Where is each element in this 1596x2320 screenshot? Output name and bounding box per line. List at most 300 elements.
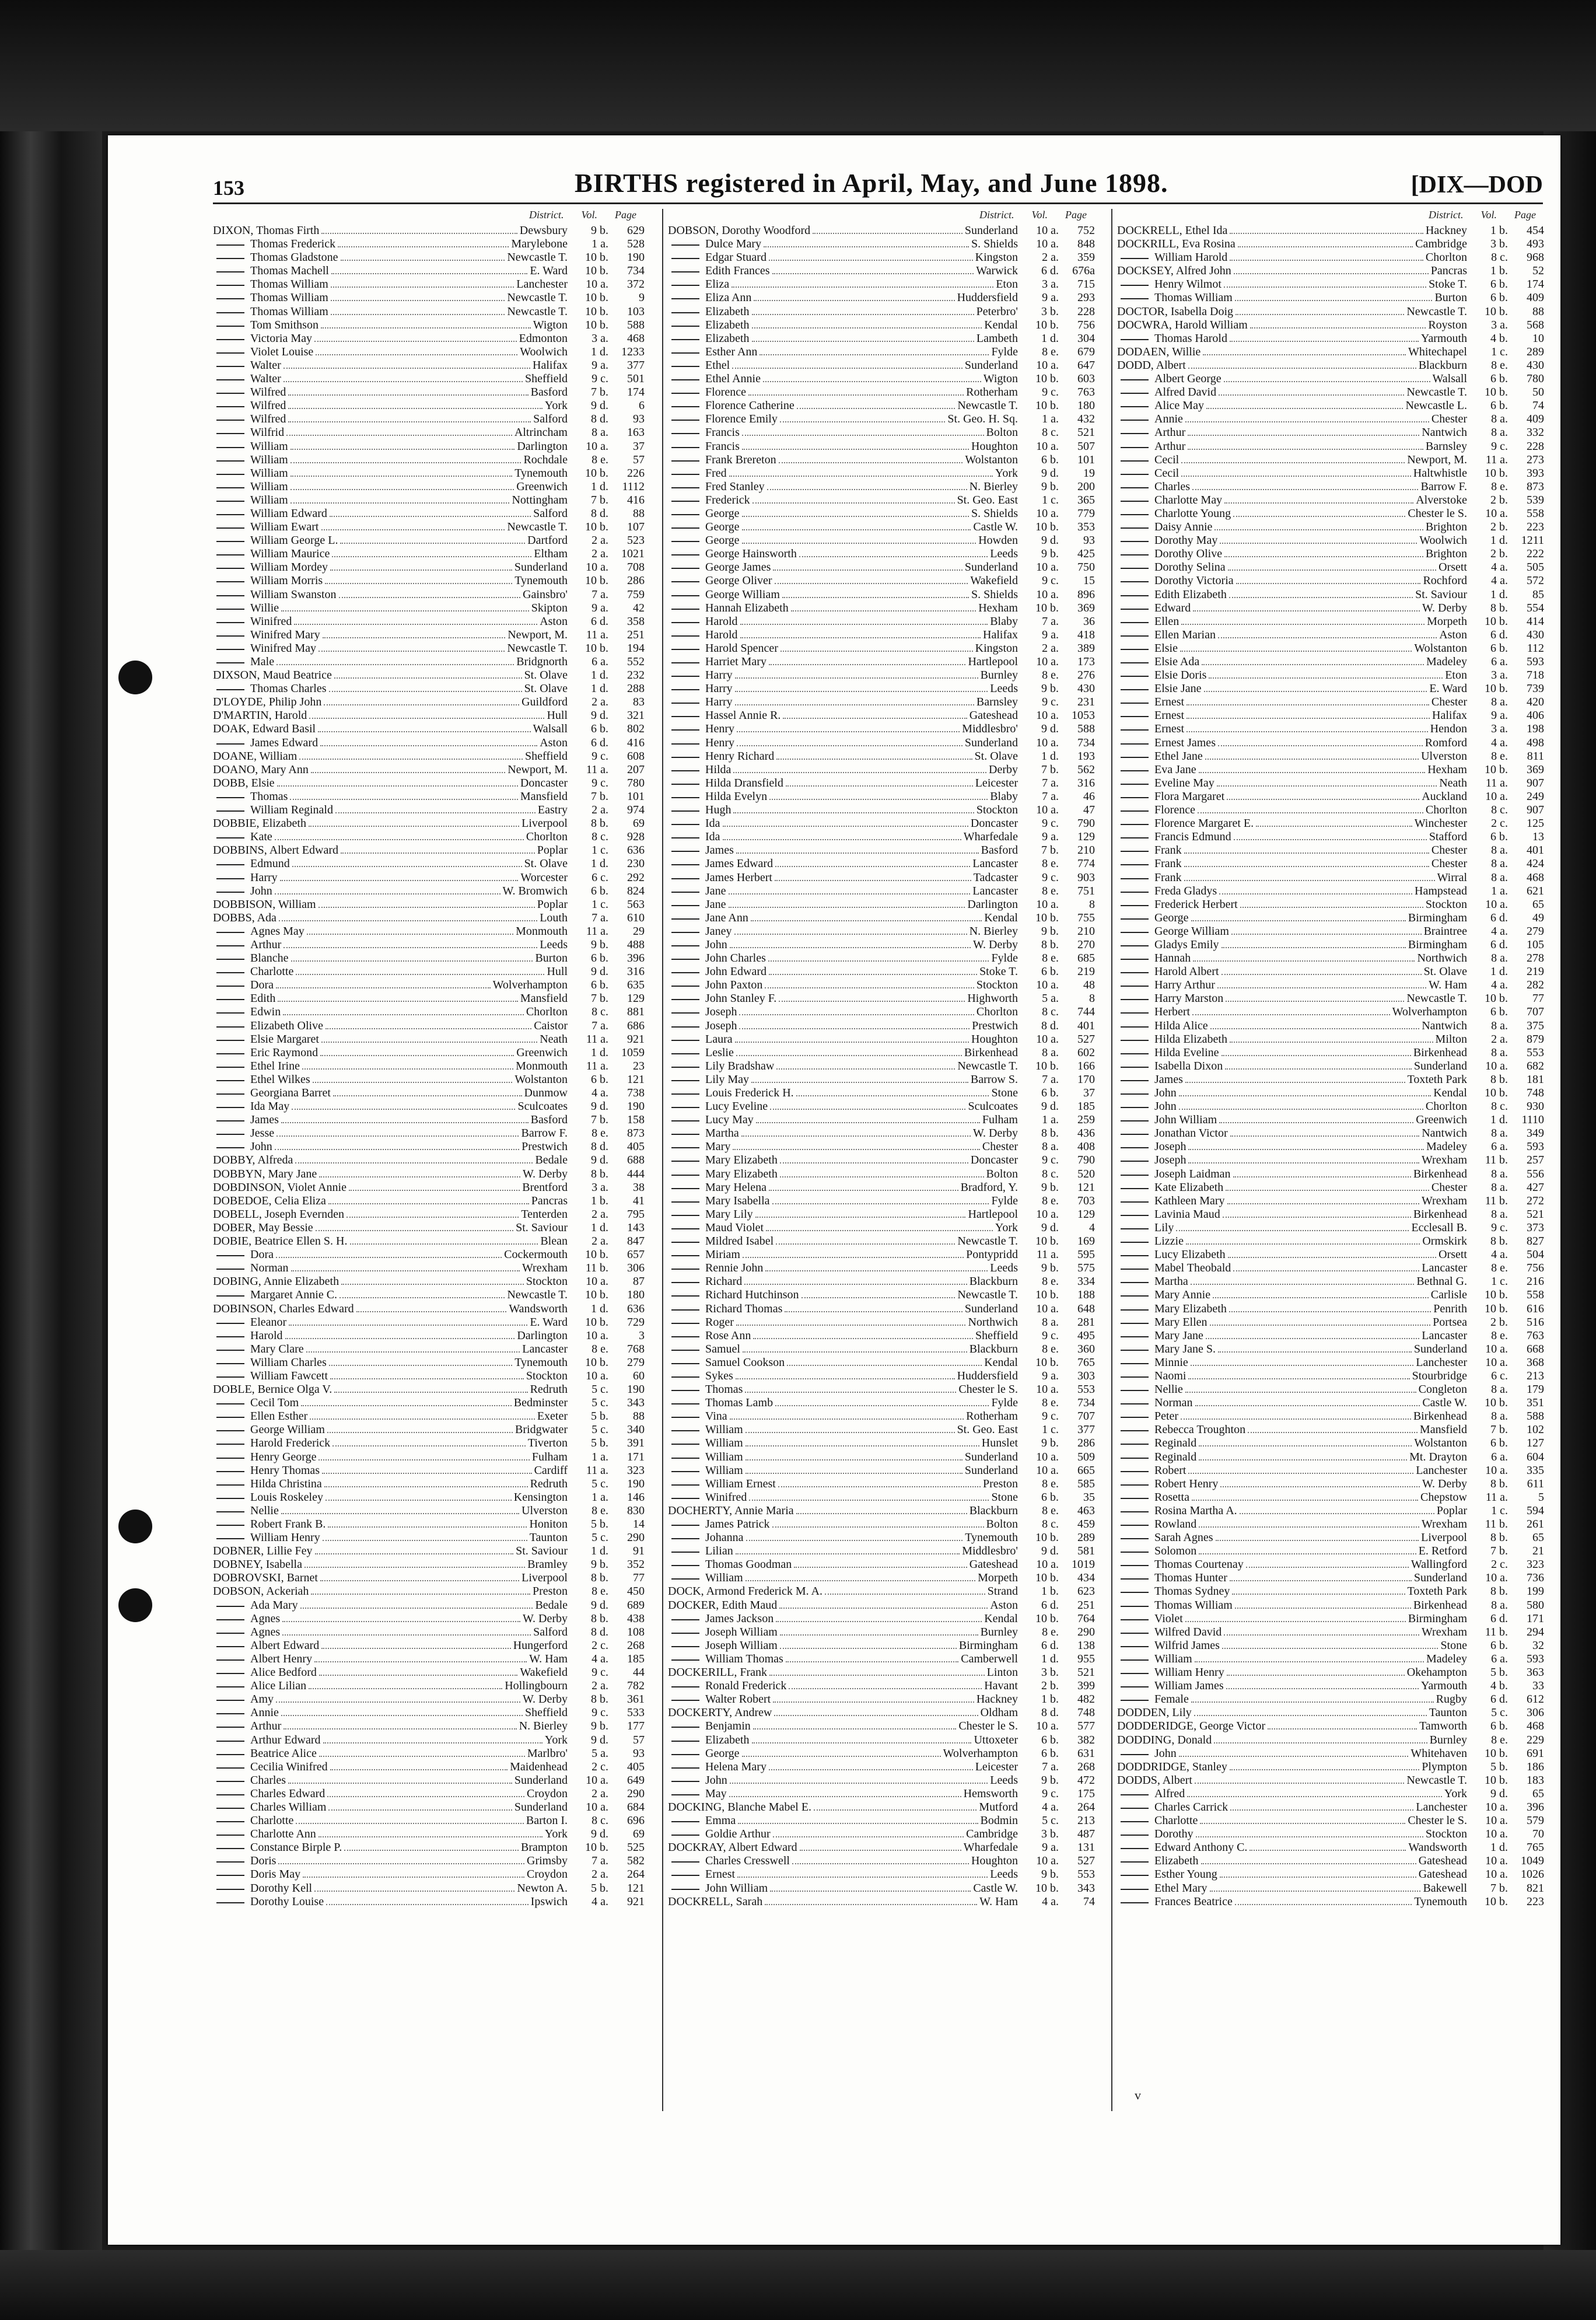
entry-volume: 2 a. [592, 696, 608, 709]
entry-page: 334 [1077, 1275, 1095, 1288]
leader-dots [752, 341, 974, 342]
entry-page: 93 [633, 1746, 645, 1760]
entry-name: Charles Carrick [1117, 1801, 1228, 1814]
index-entry [213, 763, 645, 777]
entry-district: Maidenhead [510, 1760, 568, 1773]
leader-dots [740, 624, 988, 625]
leader-dots [752, 314, 974, 315]
entry-page: 88 [633, 1410, 645, 1423]
entry-volume: 10 b. [1485, 763, 1508, 776]
leader-dots [1205, 759, 1419, 760]
entry-page: 77 [1532, 992, 1544, 1005]
entry-district: Fylde [991, 952, 1018, 965]
entry-page: 631 [1077, 1746, 1095, 1760]
entry-page: 408 [1077, 1140, 1095, 1154]
entry-district: Tiverton [527, 1437, 568, 1450]
leader-dots [753, 1728, 957, 1729]
entry-district: Hollingbourn [505, 1679, 568, 1693]
entry-page: 525 [627, 1841, 645, 1854]
entry-name: Ellen [1117, 615, 1179, 628]
entry-page: 83 [633, 696, 645, 709]
index-entry [1117, 372, 1544, 386]
entry-page: 375 [1527, 1019, 1544, 1032]
entry-page: 389 [1077, 641, 1095, 655]
entry-page: 696 [627, 1814, 645, 1828]
entry-volume: 10 a. [1036, 237, 1059, 251]
entry-page: 368 [1527, 1355, 1544, 1369]
entry-district: Braintree [1423, 924, 1467, 938]
entry-volume: 8 a. [1042, 1140, 1059, 1154]
index-entry [1117, 1491, 1544, 1504]
leader-dots [1206, 408, 1404, 409]
entry-page: 588 [627, 318, 645, 331]
entry-district: W. Derby [1422, 1477, 1467, 1490]
index-entry [1117, 1396, 1544, 1410]
entry-name: Edward Anthony C. [1117, 1841, 1247, 1854]
entry-name: DOBDINSON, Violet Annie [213, 1180, 346, 1194]
index-entry [1117, 1127, 1544, 1140]
leader-dots [276, 1135, 519, 1137]
entry-page: 399 [1077, 1679, 1095, 1693]
entry-district: Birkenhead [1413, 1046, 1467, 1059]
entry-volume: 9 c. [592, 1666, 608, 1679]
entry-volume: 1 d. [591, 857, 608, 871]
entry-name: Francis Edmund [1117, 830, 1231, 844]
entry-name: James [213, 1113, 279, 1127]
entry-name: Maud Violet [668, 1221, 764, 1235]
entry-district: N. Bierley [519, 1720, 568, 1733]
entry-district: Salford [533, 1625, 568, 1638]
entry-volume: 9 d. [591, 1733, 608, 1746]
leader-dots [296, 974, 544, 975]
entry-volume: 6 b. [1490, 372, 1508, 386]
index-entry [1117, 1410, 1544, 1423]
index-entry [213, 1747, 645, 1760]
leader-dots [314, 341, 517, 342]
entry-name: DOBSON, Dorothy Woodford [668, 224, 811, 237]
leader-dots [765, 1904, 977, 1905]
entry-district: St. Saviour [1415, 588, 1467, 601]
entry-district: Newcastle T. [957, 1288, 1018, 1302]
entry-page: 416 [627, 736, 645, 749]
index-entry [668, 278, 1095, 291]
entry-district: W. Ham [979, 1895, 1018, 1908]
entry-name: DODAEN, Willie [1117, 345, 1201, 358]
index-entry [1117, 1262, 1544, 1275]
entry-page: 35 [1083, 1490, 1095, 1504]
entry-volume: 9 b. [1041, 1868, 1059, 1881]
leader-dots [295, 1162, 533, 1164]
leader-dots [319, 1675, 517, 1676]
page-title: BIRTHS registered in April, May, and June 1898. [575, 168, 1168, 198]
entry-page: 527 [1077, 1854, 1095, 1868]
entry-page: 790 [1077, 817, 1095, 830]
entry-name: Robert Henry [1117, 1477, 1218, 1491]
entry-volume: 9 a. [592, 601, 608, 614]
entry-page: 432 [1077, 413, 1095, 426]
leader-dots [291, 960, 533, 962]
entry-volume: 9 d. [1041, 534, 1059, 547]
entry-name: George [668, 520, 740, 534]
entry-district: Chorlton [1425, 1100, 1467, 1113]
entry-page: 49 [1532, 911, 1544, 924]
index-entry [1117, 1451, 1544, 1464]
entry-name: DOCKRELL, Ethel Ida [1117, 224, 1228, 237]
entry-volume: 8 e. [1491, 749, 1508, 763]
entry-name: Walter Robert [668, 1693, 771, 1706]
leader-dots [1219, 1122, 1413, 1123]
leader-dots [1185, 1392, 1416, 1393]
entry-page: 602 [1077, 1046, 1095, 1059]
leader-dots [327, 1432, 513, 1433]
index-entry [213, 1100, 645, 1113]
entry-name: Annie [213, 1706, 279, 1720]
leader-dots [766, 1230, 993, 1231]
entry-district: Blaby [990, 789, 1018, 803]
entry-district: Hemsworth [963, 1787, 1018, 1800]
entry-district: Bridgwater [515, 1423, 568, 1437]
leader-dots [1184, 852, 1429, 854]
leader-dots [780, 1648, 957, 1649]
entry-name: Harry [213, 871, 278, 885]
index-entry [213, 345, 645, 359]
entry-page: 685 [1077, 952, 1095, 965]
entry-district: S. Shields [971, 237, 1018, 251]
entry-volume: 1 d. [1490, 588, 1508, 601]
index-entry [213, 952, 645, 965]
entry-district: Rotherham [966, 1410, 1018, 1423]
index-entry [668, 1491, 1095, 1504]
leader-dots [341, 852, 535, 854]
index-entry [213, 1774, 645, 1787]
index-entry [1117, 1626, 1544, 1639]
index-entry [1117, 1181, 1544, 1194]
entry-volume: 9 d. [1041, 1545, 1059, 1558]
entry-volume: 6 b. [1490, 830, 1508, 844]
entry-name: DOANO, Mary Ann [213, 763, 309, 776]
entry-page: 676a [1072, 264, 1095, 278]
entry-name: Thomas Harold [1117, 332, 1227, 345]
entry-name: Thomas William [213, 291, 328, 305]
entry-district: Leeds [990, 1868, 1018, 1881]
entry-page: 360 [1077, 1342, 1095, 1355]
entry-name: DIXON, Thomas Firth [213, 224, 320, 237]
entry-district: Tynemouth [514, 574, 568, 588]
entry-district: Newcastle T. [957, 399, 1018, 413]
entry-name: George [668, 507, 740, 520]
entry-volume: 1 c. [592, 897, 608, 911]
entry-name: Harry [668, 696, 733, 709]
entry-volume: 2 a. [592, 1235, 608, 1248]
entry-district: Tadcaster [973, 871, 1018, 884]
entry-name: John [668, 938, 727, 952]
index-entry [668, 1774, 1095, 1787]
entry-district: Dunmow [524, 1086, 568, 1099]
entry-district: Chester le S. [958, 1383, 1018, 1396]
index-entry [213, 1882, 645, 1895]
leader-dots [331, 286, 514, 288]
entry-district: Kingston [975, 641, 1018, 655]
entry-volume: 9 b. [1041, 924, 1059, 938]
entry-district: E. Ward [530, 264, 568, 278]
entry-name: Benjamin [668, 1720, 751, 1733]
leader-dots [278, 1863, 524, 1864]
entry-name: Eveline May [1117, 777, 1214, 790]
column-header [1117, 209, 1544, 224]
entry-district: Sunderland [964, 1302, 1018, 1315]
entry-page: 487 [1077, 1828, 1095, 1841]
entry-district: Kendal [1433, 1086, 1467, 1099]
index-entry [668, 1100, 1095, 1113]
entry-volume: 10 a. [1485, 1828, 1508, 1841]
entry-name: Wilfred [213, 386, 286, 399]
entry-volume: 10 a. [586, 278, 608, 291]
entry-name: William Morris [213, 574, 323, 588]
entry-district: Bodmin [980, 1814, 1018, 1828]
index-entry [213, 332, 645, 345]
entry-volume: 8 c. [1491, 251, 1508, 264]
index-entry [213, 1652, 645, 1666]
entry-district: York [544, 1828, 568, 1841]
leader-dots [281, 1122, 528, 1123]
leader-dots [331, 314, 505, 315]
entry-district: Leeds [990, 1773, 1018, 1787]
index-entry [668, 305, 1095, 319]
leader-dots [1187, 1796, 1442, 1797]
entry-district: Sculcoates [968, 1100, 1018, 1113]
entry-name: Thomas [668, 1383, 743, 1396]
entry-district: Lancaster [972, 884, 1018, 897]
index-entry [668, 1369, 1095, 1383]
entry-volume: 10 a. [586, 1275, 608, 1288]
entry-page: 257 [1527, 1154, 1544, 1167]
entry-page: 289 [1077, 1531, 1095, 1545]
entry-district: Cockermouth [504, 1248, 568, 1262]
entry-name: Henry Richard [668, 750, 774, 763]
entry-page: 70 [1532, 1828, 1544, 1841]
index-entry [213, 871, 645, 885]
entry-name: Ronald Frederick [668, 1679, 786, 1693]
entry-name: Frank [1117, 844, 1182, 857]
scan-edge-bottom [0, 2250, 1596, 2320]
entry-page: 251 [1077, 1598, 1095, 1612]
entry-district: Barton I. [526, 1814, 568, 1828]
entry-name: Winifred May [213, 642, 316, 655]
entry-district: Bedminster [513, 1396, 568, 1410]
entry-name: Harry Marston [1117, 992, 1223, 1005]
entry-page: 316 [1077, 776, 1095, 789]
index-entry [1117, 494, 1544, 507]
entry-volume: 2 b. [1490, 547, 1508, 561]
entry-page: 684 [627, 1800, 645, 1814]
leader-dots [1199, 1459, 1407, 1461]
entry-volume: 9 d. [591, 709, 608, 722]
entry-volume: 9 c. [1042, 574, 1059, 588]
index-entry [213, 1046, 645, 1060]
entry-page: 294 [1527, 1625, 1544, 1638]
entry-name: DODDERIDGE, George Victor [1117, 1720, 1266, 1733]
index-entry [668, 399, 1095, 413]
entry-district: Romford [1424, 736, 1467, 749]
entry-page: 498 [1527, 736, 1544, 749]
page-label: Page [615, 209, 636, 221]
entry-name: Lucy Eveline [668, 1100, 768, 1113]
entry-district: Northwich [1417, 952, 1467, 965]
entry-name: Elizabeth Olive [213, 1019, 323, 1033]
leader-dots [767, 489, 967, 490]
entry-volume: 10 b. [585, 574, 608, 588]
entry-page: 734 [1077, 736, 1095, 749]
entry-district: Stone [991, 1086, 1018, 1099]
leader-dots [1201, 1863, 1416, 1864]
entry-name: Charlotte [213, 965, 293, 979]
entry-name: Frederick Herbert [1117, 898, 1238, 911]
leader-dots [737, 745, 963, 746]
entry-volume: 6 d. [1041, 264, 1059, 278]
entry-name: Kate [213, 830, 272, 844]
leader-dots [318, 651, 505, 652]
entry-page: 847 [627, 1235, 645, 1248]
leader-dots [288, 421, 531, 422]
leader-dots [749, 1500, 989, 1501]
index-entry [1117, 642, 1544, 655]
entry-name: Rose Ann [668, 1329, 751, 1343]
leader-dots [1202, 664, 1424, 665]
entry-name: Harriet Mary [668, 655, 766, 669]
entry-name: William [213, 467, 288, 480]
entry-page: 91 [633, 1545, 645, 1558]
entry-volume: 9 c. [1042, 817, 1059, 830]
index-entry [668, 830, 1095, 844]
leader-dots [1234, 273, 1429, 274]
punch-hole [118, 1588, 152, 1622]
entry-volume: 1 b. [591, 1194, 608, 1207]
entry-name: Rosetta [1117, 1491, 1189, 1504]
index-entry [213, 696, 645, 709]
entry-name: Hannah [1117, 952, 1191, 965]
leader-dots [742, 543, 977, 544]
entry-page: 830 [627, 1504, 645, 1517]
entry-volume: 8 e. [592, 1504, 608, 1517]
entry-page: 5 [1538, 1490, 1544, 1504]
entry-volume: 4 a. [1491, 561, 1508, 574]
entry-name: George [668, 1747, 740, 1760]
index-entry [1117, 736, 1544, 750]
entry-district: Halifax [533, 358, 568, 372]
leader-dots [1210, 1325, 1431, 1326]
entry-volume: 6 d. [591, 736, 608, 749]
entry-page: 568 [1527, 318, 1544, 331]
entry-name: Dorothy Selina [1117, 561, 1226, 574]
index-entry [668, 588, 1095, 602]
leader-dots [288, 408, 542, 409]
entry-volume: 10 a. [1036, 803, 1059, 817]
entry-volume: 9 c. [1491, 439, 1508, 453]
index-entry [1117, 305, 1544, 319]
entry-page: 146 [627, 1490, 645, 1504]
entry-page: 306 [1527, 1706, 1544, 1720]
entry-name: Florence [668, 386, 746, 399]
entry-volume: 4 b. [1490, 331, 1508, 345]
column-header [668, 209, 1095, 224]
entry-volume: 11 a. [1485, 776, 1508, 789]
leader-dots [772, 1526, 984, 1528]
entry-volume: 10 b. [1035, 520, 1059, 534]
entry-page: 377 [627, 358, 645, 372]
entry-page: 409 [1527, 291, 1544, 305]
entry-district: Warwick [976, 264, 1018, 278]
entry-district: Halifax [983, 628, 1018, 641]
entry-page: 108 [627, 1625, 645, 1638]
entry-page: 340 [627, 1423, 645, 1437]
index-entry [668, 1437, 1095, 1450]
entry-volume: 8 e. [1042, 1504, 1059, 1517]
entry-page: 409 [1527, 413, 1544, 426]
leader-dots [340, 1297, 505, 1298]
index-entry [213, 547, 645, 561]
entry-volume: 8 e. [1042, 1477, 1059, 1490]
entry-page: 580 [1527, 1598, 1544, 1612]
leader-dots [282, 1621, 520, 1622]
entry-name: Eliza Ann [668, 291, 751, 305]
entry-name: Nellie [1117, 1383, 1183, 1396]
entry-volume: 9 a. [1042, 830, 1059, 844]
entry-district: Bolton [986, 1518, 1018, 1531]
leader-dots [1185, 421, 1429, 422]
entry-district: Sunderland [514, 1773, 568, 1787]
leader-dots [813, 233, 963, 234]
index-entry [668, 1666, 1095, 1679]
entry-page: 321 [627, 709, 645, 722]
index-entry [213, 1545, 645, 1558]
leader-dots [1230, 1580, 1412, 1581]
entry-volume: 4 a. [592, 1895, 608, 1908]
entry-volume: 8 b. [1041, 1127, 1059, 1140]
entry-district: Morpeth [1427, 614, 1467, 628]
entry-page: 811 [1527, 749, 1544, 763]
entry-district: Bradford, Y. [960, 1180, 1018, 1194]
entry-volume: 8 b. [1490, 1585, 1508, 1598]
leader-dots [780, 421, 946, 422]
entry-page: 213 [1527, 1369, 1544, 1382]
index-entry [668, 467, 1095, 480]
entry-name: Ada Mary [213, 1599, 298, 1612]
index-entry [1117, 1423, 1544, 1437]
entry-page: 335 [1527, 1463, 1544, 1477]
entry-district: Uttoxeter [974, 1733, 1018, 1746]
entry-name: Herbert [1117, 1005, 1190, 1019]
entry-page: 610 [627, 911, 645, 924]
entry-name: Eliza [668, 278, 729, 291]
entry-district: York [995, 466, 1018, 480]
index-entry [668, 507, 1095, 520]
entry-name: Louis Roskeley [213, 1491, 323, 1504]
entry-district: Newcastle T. [507, 251, 568, 264]
entry-page: 396 [1527, 1800, 1544, 1814]
entry-volume: 8 e. [1042, 1275, 1059, 1288]
entry-page: 427 [1527, 1180, 1544, 1194]
entry-district: Kendal [984, 1355, 1018, 1369]
entry-volume: 1 d. [591, 1545, 608, 1558]
entry-page: 405 [627, 1140, 645, 1154]
entry-district: Liverpool [522, 1571, 568, 1585]
index-entry [1117, 251, 1544, 264]
index-entry [1117, 1639, 1544, 1652]
entry-name: Charles [1117, 480, 1190, 494]
entry-volume: 10 b. [585, 305, 608, 318]
entry-district: Mansfield [520, 789, 568, 803]
index-entry [1117, 777, 1544, 790]
